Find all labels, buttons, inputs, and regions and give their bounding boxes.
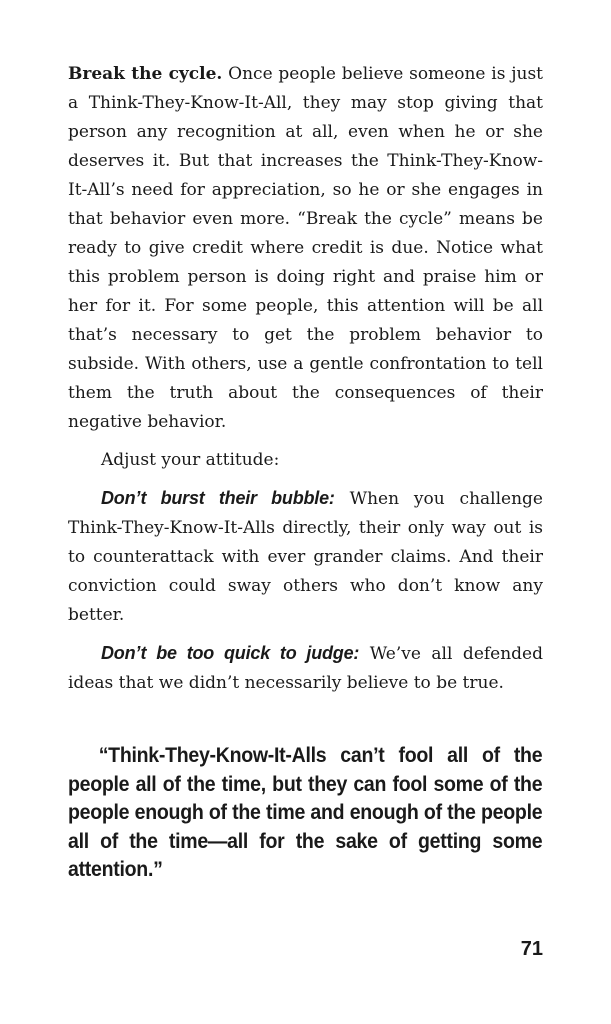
subhead-dont-burst-bubble: Don’t burst their bubble: [101,488,335,508]
page-number: 71 [520,938,543,960]
page-body [68,60,543,885]
paragraph-adjust-attitude: Adjust your attitude: [101,450,280,470]
paragraph-lead-break-the-cycle: Break the cycle. [68,64,223,84]
paragraph-text-dont-burst-bubble: When you challenge Think-They-Know-It-Alls directly, their only way out is to counterattack with ever grander claims. And their conviction could sway others who don’t know any better. [68,489,543,625]
paragraph-dont-judge [68,639,543,698]
paragraph-dont-burst-bubble [68,484,543,630]
paragraph-text-dont-judge: We’ve all defended ideas that we didn’t necessarily believe to be true. [68,644,544,693]
paragraph-break-the-cycle [68,60,543,437]
subhead-dont-judge: Don’t be too quick to judge: [101,643,360,663]
pull-quote: “Think-They-Know-It-Alls can’t fool all of the people all of the time, but they can fool some of the people enough of the time and enough of the people all of the time—all for the sake of getting some attention.” [68,744,543,881]
paragraph-text-break-the-cycle: Once people believe someone is just a Think-They-Know-It-All, they may stop giving that person any recognition at all, even when he or she deserves it. But that increases the Think-They-Know-It-All’s need for appreciation, so he or she engages in that behavior even more. “Break the cycle” means be ready to give credit where credit is due. Notice what this problem person is doing right and praise him or her for it. For some people, this attention will be all that’s necessary to get the problem behavior to subside. With others, use a gentle confrontation to tell them the truth about the consequences of their negative behavior. [68,64,544,432]
